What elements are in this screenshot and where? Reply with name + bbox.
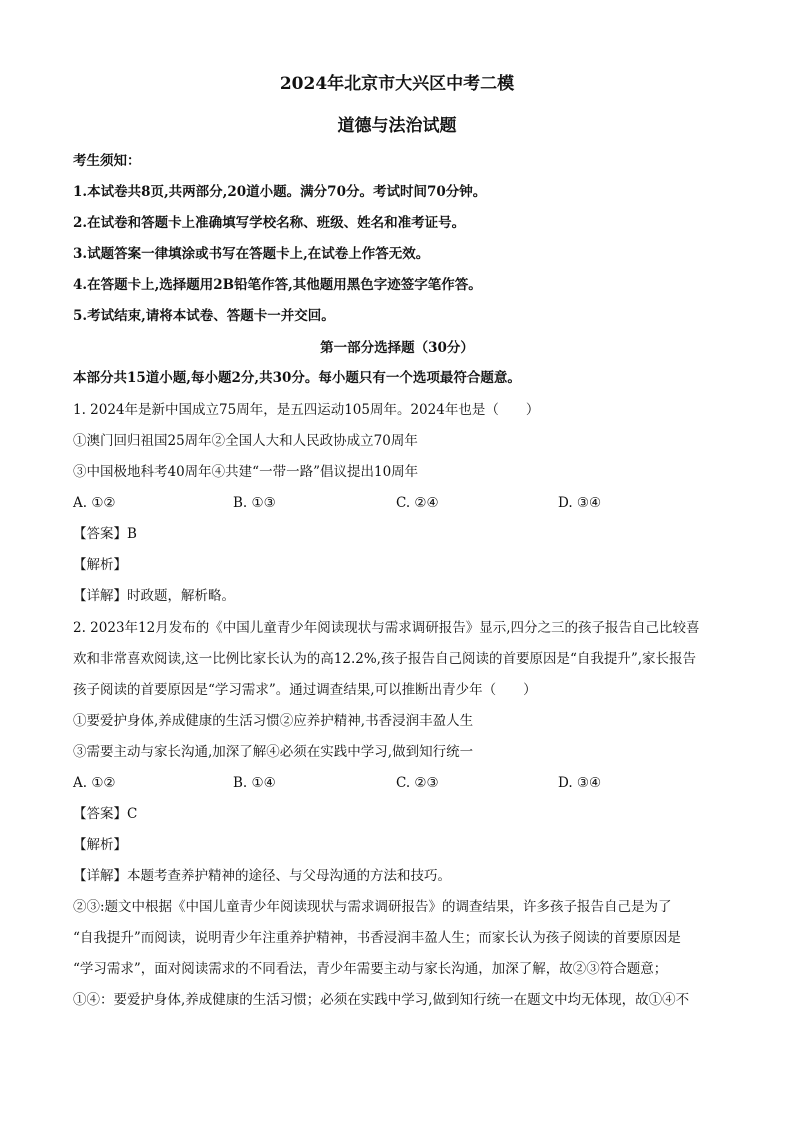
q2-stem-line-2: 欢和非常喜欢阅读,这一比例比家长认为的高12.2%,孩子报告自己阅读的首要原因是“自我提升”,家长报告 xyxy=(73,651,697,667)
q1-answer-value: B xyxy=(127,526,137,542)
q2-analysis-tag: 【解析】 xyxy=(73,837,127,853)
q2-answer-value: C xyxy=(127,806,138,822)
notice-item-4: 4.在答题卡上,选择题用2B铅笔作答,其他题用黑色字迹签字笔作答。 xyxy=(73,277,482,293)
q2-option-d: D. ③④ xyxy=(558,775,602,791)
q2-detail-tag: 【详解】 xyxy=(73,868,127,884)
exam-subtitle: 道德与法治试题 xyxy=(337,116,457,136)
q2-detail-text: 本题考查养护精神的途径、与父母沟通的方法和技巧。 xyxy=(127,868,451,884)
q1-statement-line-2: ③中国极地科考40周年④共建“一带一路”倡议提出10周年 xyxy=(73,464,419,480)
q1-detail-tag: 【详解】 xyxy=(73,588,127,604)
q2-option-b: B. ①④ xyxy=(233,775,276,791)
notice-item-5: 5.考试结束,请将本试卷、答题卡一并交回。 xyxy=(73,308,335,324)
q2-detail xyxy=(73,867,723,885)
section-intro: 本部分共15道小题,每小题2分,共30分。每小题只有一个选项最符合题意。 xyxy=(73,370,521,386)
q2-option-a: A. ①② xyxy=(73,775,116,791)
q2-stem-line-3: 孩子阅读的首要原因是“学习需求”。通过调查结果,可以推断出青少年（ ） xyxy=(73,682,537,698)
q1-detail-text: 时政题，解析略。 xyxy=(127,588,235,604)
q1-option-d: D. ③④ xyxy=(558,495,602,511)
q1-analysis-tag: 【解析】 xyxy=(73,557,127,573)
q2-explain-line-2: “自我提升”而阅读，说明青少年注重养护精神，书香浸润丰盈人生；而家长认为孩子阅读的首要原因是 xyxy=(73,930,681,946)
q2-stem-line-1: 2. 2023年12月发布的《中国儿童青少年阅读现状与需求调研报告》显示,四分之三的孩子报告自己比较喜 xyxy=(73,620,700,636)
q1-answer xyxy=(73,525,723,543)
q2-explain-line-1: ②③:题文中根据《中国儿童青少年阅读现状与需求调研报告》的调查结果，许多孩子报告自己是为了 xyxy=(73,899,672,915)
notice-heading: 考生须知： xyxy=(73,153,141,169)
q2-statement-line-2: ③需要主动与家长沟通,加深了解④必须在实践中学习,做到知行统一 xyxy=(73,744,474,760)
exam-title: 2024年北京市大兴区中考二模 xyxy=(279,74,515,94)
notice-item-2: 2.在试卷和答题卡上准确填写学校名称、班级、姓名和准考证号。 xyxy=(73,215,466,231)
q1-detail xyxy=(73,587,723,605)
q1-stem: 1. 2024年是新中国成立75周年，是五四运动105周年。2024年也是（ ） xyxy=(73,402,540,418)
notice-item-1: 1.本试卷共8页,共两部分,20道小题。满分70分。考试时间70分钟。 xyxy=(73,184,487,200)
q2-explain-line-3: “学习需求”，面对阅读需求的不同看法，青少年需要主动与家长沟通，加深了解，故②③符合题意； xyxy=(73,961,668,977)
q1-option-c: C. ②④ xyxy=(396,495,439,511)
notice-item-3: 3.试题答案一律填涂或书写在答题卡上,在试卷上作答无效。 xyxy=(73,246,430,262)
q1-option-b: B. ①③ xyxy=(233,495,276,511)
q2-answer-tag: 【答案】 xyxy=(73,806,127,822)
q1-option-a: A. ①② xyxy=(73,495,116,511)
q2-option-c: C. ②③ xyxy=(396,775,439,791)
q1-statement-line-1: ①澳门回归祖国25周年②全国人大和人民政协成立70周年 xyxy=(73,433,418,449)
q2-statement-line-1: ①要爱护身体,养成健康的生活习惯②应养护精神,书香浸润丰盈人生 xyxy=(73,713,474,729)
section-title: 第一部分选择题（30分） xyxy=(320,340,474,356)
q2-answer xyxy=(73,805,723,823)
q1-answer-tag: 【答案】 xyxy=(73,526,127,542)
q2-explain-line-4: ①④：要爱护身体,养成健康的生活习惯；必须在实践中学习,做到知行统一在题文中均无体现，故①④不 xyxy=(73,992,690,1008)
